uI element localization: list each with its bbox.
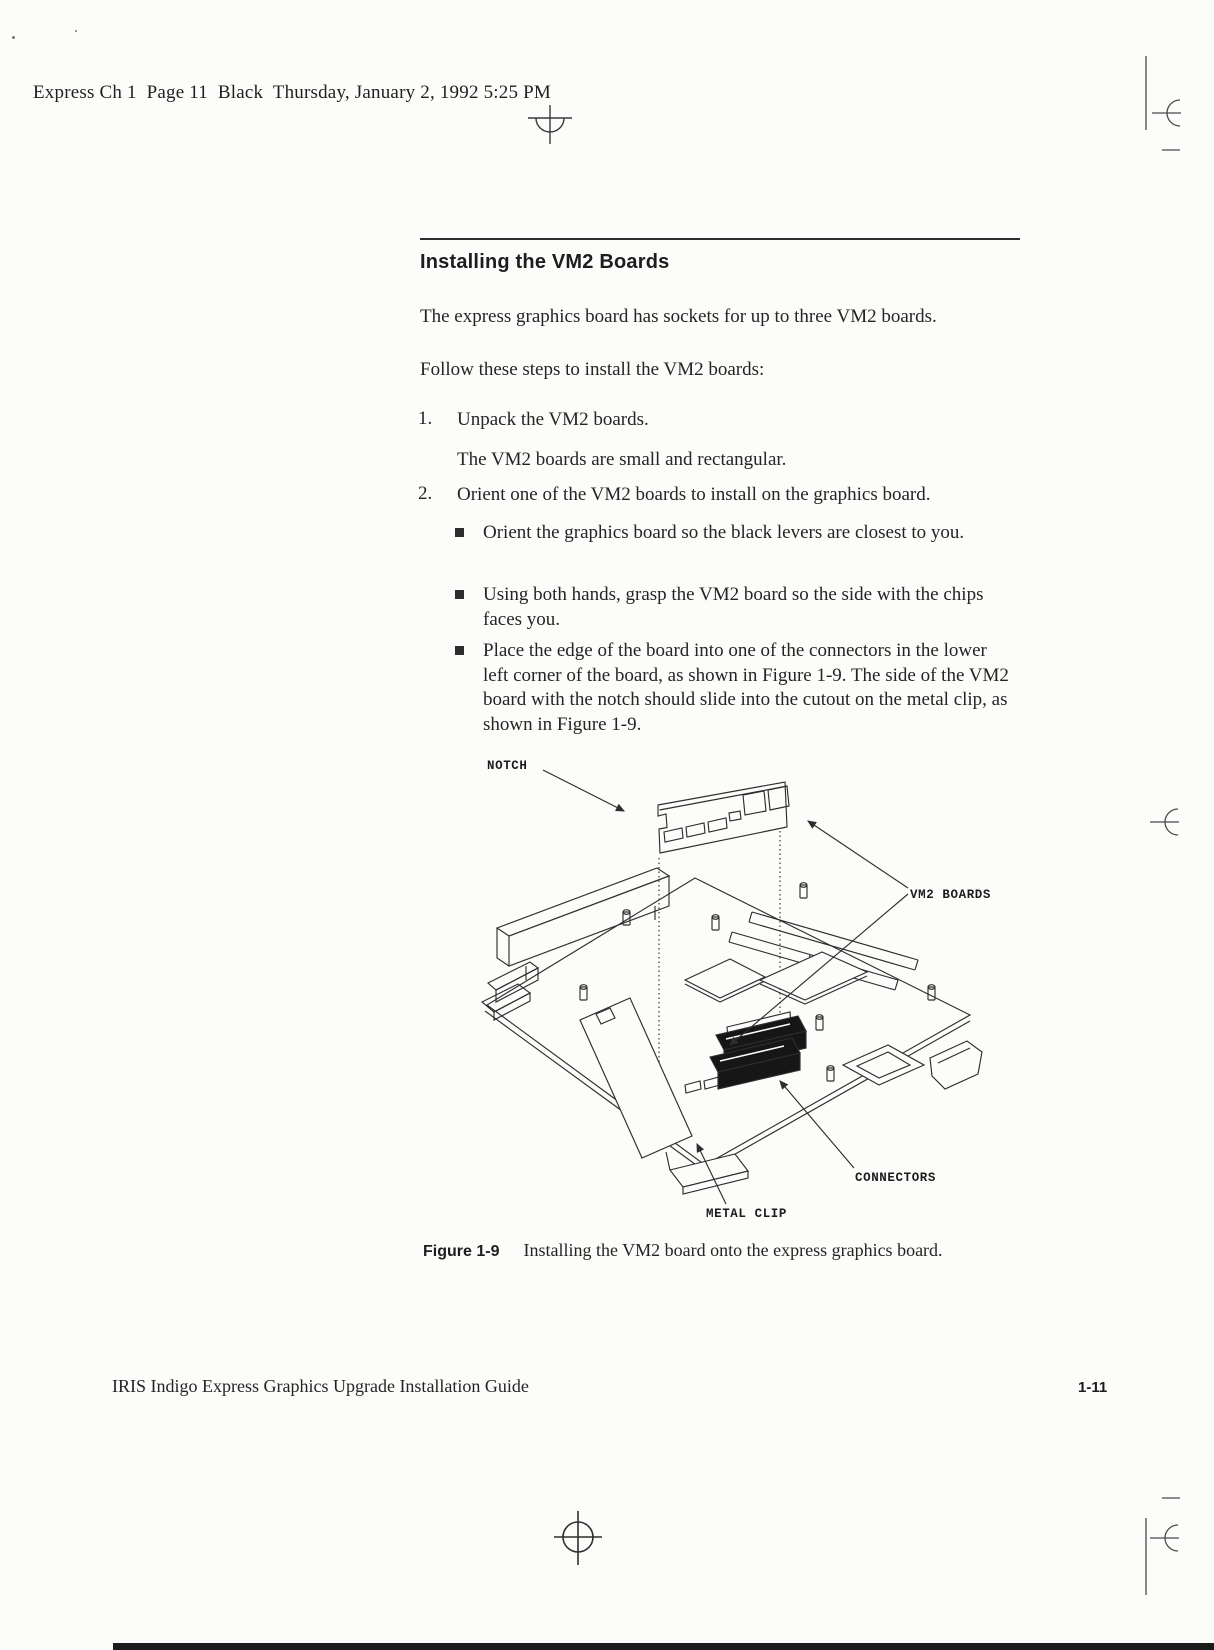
graphics-board — [482, 868, 970, 1170]
square-bullet-icon — [455, 590, 464, 599]
step-text: Orient one of the VM2 boards to install on the graphics board. — [457, 484, 931, 505]
step-number: 2. — [418, 483, 433, 504]
crop-marks-bottom-right — [1130, 1480, 1214, 1610]
step-number: 1. — [418, 408, 433, 429]
bullet-item — [455, 639, 1010, 737]
connectors-label: CONNECTORS — [855, 1171, 937, 1185]
intro-paragraph-2: Follow these steps to install the VM2 boards: — [420, 359, 765, 380]
figure-1-9-drawing — [430, 740, 1050, 1240]
footer-book-title: IRIS Indigo Express Graphics Upgrade Installation Guide — [112, 1376, 529, 1396]
registration-mark-top-center — [520, 92, 580, 152]
scan-speck — [12, 36, 15, 39]
print-slug: Express Ch 1 Page 11 Black Thursday, January 2, 1992 5:25 PM — [33, 82, 551, 103]
figure-caption — [423, 1240, 943, 1261]
section-rule — [420, 238, 1020, 240]
section-heading: Installing the VM2 Boards — [420, 251, 670, 273]
crop-marks-top-right — [1130, 48, 1214, 160]
figure-caption-number: Figure 1-9 — [423, 1243, 500, 1260]
step-subtext: The VM2 boards are small and rectangular. — [457, 449, 787, 470]
intro-paragraph-1: The express graphics board has sockets for up to three VM2 boards. — [420, 306, 937, 327]
registration-mark-bottom-center — [540, 1495, 620, 1585]
step-text: Unpack the VM2 boards. — [457, 409, 649, 430]
figure-caption-text: Installing the VM2 board onto the express graphics board. — [523, 1240, 943, 1260]
vm2-board-floating — [658, 782, 789, 853]
bullet-item — [455, 583, 1010, 632]
registration-mark-mid-right — [1130, 795, 1214, 855]
vm2-boards-label: VM2 BOARDS — [910, 888, 992, 902]
notch-label: NOTCH — [487, 759, 528, 773]
metal-clip-label: METAL CLIP — [706, 1207, 788, 1221]
board-line-art — [482, 770, 982, 1204]
scan-edge-bar — [113, 1643, 1214, 1650]
square-bullet-icon — [455, 528, 464, 537]
bullet-text: Using both hands, grasp the VM2 board so the side with the chips faces you. — [483, 584, 984, 630]
square-bullet-icon — [455, 646, 464, 655]
bullet-text: Place the edge of the board into one of the connectors in the lower left corner of the board, as shown in Figure 1-9. The side of the VM2 board with the notch should slide into the cutout on the metal clip, as shown in Figure 1-9. — [483, 640, 1009, 735]
bullet-text: Orient the graphics board so the black levers are closest to you. — [483, 522, 965, 543]
footer-page-number: 1-11 — [1078, 1379, 1108, 1396]
scan-speck — [75, 30, 77, 32]
bullet-item — [455, 521, 1010, 546]
